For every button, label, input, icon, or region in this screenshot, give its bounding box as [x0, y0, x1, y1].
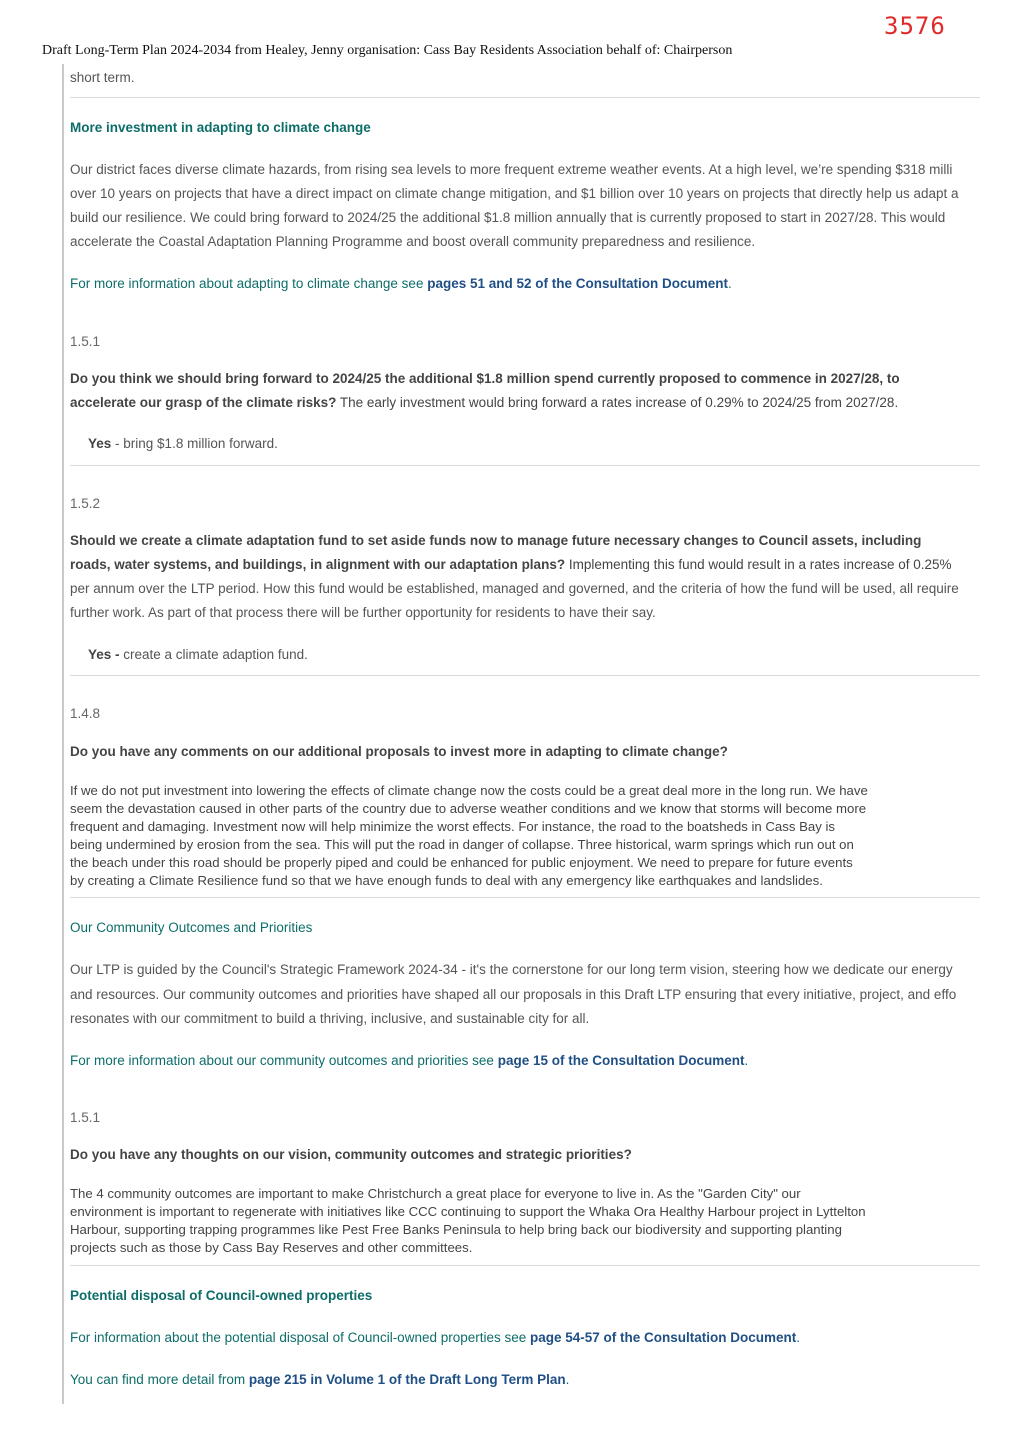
question-text: [70, 533, 921, 548]
disposal-more-suffix: .: [565, 1372, 570, 1387]
climate-para-line: over 10 years on projects that have a direct impact on climate change mitigation, and $1 billion over 10 years on projects that directly help us adapt a: [70, 186, 959, 201]
question-number: 1.5.1: [70, 1110, 101, 1125]
answer-text: create a climate adaption fund.: [119, 647, 308, 662]
outcomes-info: [70, 1053, 748, 1068]
disposal-consultation-link[interactable]: page 54-57 of the Consultation Document: [530, 1330, 797, 1345]
outcomes-para-line: and resources. Our community outcomes and priorities have shaped all our proposals in this Draft LTP ensuring that every initiative, project, and effo: [70, 987, 957, 1002]
question-text: [70, 1147, 632, 1162]
climate-heading: More investment in adapting to climate change: [70, 120, 371, 135]
outcomes-info-suffix: .: [744, 1053, 749, 1068]
divider: [70, 897, 980, 898]
question-bold: accelerate our grasp of the climate risks?: [70, 395, 337, 410]
question-rest: Implementing this fund would result in a rates increase of 0.25%: [565, 557, 952, 572]
climate-para-line: Our district faces diverse climate hazards, from rising sea levels to more frequent extreme weather events. At a high level, we’re spending $318 milli: [70, 162, 953, 177]
disposal-info-prefix: For information about the potential disposal of Council-owned properties see: [70, 1330, 531, 1345]
question-text: [70, 395, 898, 410]
disposal-more-prefix: You can find more detail from: [70, 1372, 249, 1387]
disposal-more-info: [70, 1372, 569, 1387]
question-bold: Do you have any thoughts on our vision, community outcomes and strategic priorities?: [70, 1147, 632, 1162]
climate-info: [70, 276, 732, 291]
climate-consultation-link[interactable]: pages 51 and 52 of the Consultation Document: [427, 276, 728, 291]
response-line: frequent and damaging. Investment now will help minimize the worst effects. For instance, the road to the boatsheds in Cass Bay is: [70, 819, 836, 834]
response-line: being undermined by erosion from the sea. This will put the road in danger of collapse. Three historical, warm springs which run out on: [70, 837, 854, 852]
response-line: The 4 community outcomes are important to make Christchurch a great place for everyone to live in. As the "Garden City" our: [70, 1186, 801, 1201]
outcomes-heading: Our Community Outcomes and Priorities: [70, 920, 313, 935]
question-text: further work. As part of that process there will be further opportunity for residents to have their say.: [70, 605, 656, 620]
disposal-info: [70, 1330, 800, 1345]
answer-text: - bring $1.8 million forward.: [111, 436, 278, 451]
answer: [88, 436, 278, 451]
outcomes-consultation-link[interactable]: page 15 of the Consultation Document: [497, 1053, 745, 1068]
answer: [88, 647, 308, 662]
response-line: Harbour, supporting trapping programmes like Pest Free Banks Peninsula to help bring back our biodiversity and supporting planting: [70, 1222, 842, 1237]
outcomes-para-line: resonates with our commitment to build a thriving, inclusive, and sustainable city for all.: [70, 1011, 590, 1026]
disposal-info-suffix: .: [796, 1330, 801, 1345]
response-line: environment is important to regenerate with initiatives like CCC continuing to support the Whaka Ora Healthy Harbour project in Lyttelton: [70, 1204, 866, 1219]
question-rest: The early investment would bring forward a rates increase of 0.29% to 2024/25 from 2027/28.: [336, 395, 899, 410]
climate-para-line: build our resilience. We could bring forward to 2024/25 the additional $1.8 million annually that is currently proposed to start in 2027/28. This would: [70, 210, 946, 225]
question-bold: roads, water systems, and buildings, in alignment with our adaptation plans?: [70, 557, 566, 572]
answer-choice: Yes -: [88, 647, 120, 662]
response-line: If we do not put investment into lowering the effects of climate change now the costs could be a great deal more in the long run. We have: [70, 783, 868, 798]
question-text: [70, 744, 728, 759]
climate-para-line: accelerate the Coastal Adaptation Planning Programme and boost overall community preparedness and resilience.: [70, 234, 756, 249]
lead-in-text: short term.: [70, 70, 135, 85]
divider: [70, 97, 980, 98]
question-number: 1.5.1: [70, 334, 101, 349]
climate-info-suffix: .: [728, 276, 732, 291]
draft-ltp-link[interactable]: page 215 in Volume 1 of the Draft Long Term Plan: [248, 1372, 566, 1387]
question-text: [70, 557, 952, 572]
outcomes-info-prefix: For more information about our community outcomes and priorities see: [70, 1053, 498, 1068]
submission-content: [62, 64, 980, 1404]
divider: [70, 465, 980, 466]
question-bold: Should we create a climate adaptation fund to set aside funds now to manage future necessary changes to Council assets, including: [70, 533, 922, 548]
outcomes-para-line: Our LTP is guided by the Council's Strategic Framework 2024-34 - it's the cornerstone for our long term vision, steering how we dedicate our energy: [70, 962, 953, 977]
question-text: per annum over the LTP period. How this fund would be established, managed and governed, and the criteria of how the fund will be used, all require: [70, 581, 959, 596]
divider: [70, 1265, 980, 1266]
response-line: projects such as those by Cass Bay Reserves and other committees.: [70, 1240, 473, 1255]
disposal-heading: Potential disposal of Council-owned properties: [70, 1288, 373, 1303]
page-number: 3576: [884, 12, 946, 40]
question-bold: Do you have any comments on our additional proposals to invest more in adapting to climate change?: [70, 744, 728, 759]
response-line: seem the devastation caused in other parts of the country due to adverse weather conditions and we know that storms will become more: [70, 801, 867, 816]
document-header: Draft Long-Term Plan 2024-2034 from Healey, Jenny organisation: Cass Bay Residents Association behalf of: Chairperson: [42, 43, 733, 58]
question-text: [70, 371, 900, 386]
question-number: 1.5.2: [70, 496, 101, 511]
question-bold: Do you think we should bring forward to 2024/25 the additional $1.8 million spend currently proposed to commence in 2027/28, to: [70, 371, 900, 386]
question-number: 1.4.8: [70, 706, 101, 721]
response-line: by creating a Climate Resilience fund so that we have enough funds to deal with any emergency like earthquakes and landslides.: [70, 873, 823, 888]
answer-choice: Yes: [88, 436, 112, 451]
climate-info-prefix: For more information about adapting to climate change see: [70, 276, 428, 291]
divider: [70, 675, 980, 676]
response-line: the beach under this road should be properly piped and could be enhanced for public enjoyment. We need to prepare for future events: [70, 855, 853, 870]
